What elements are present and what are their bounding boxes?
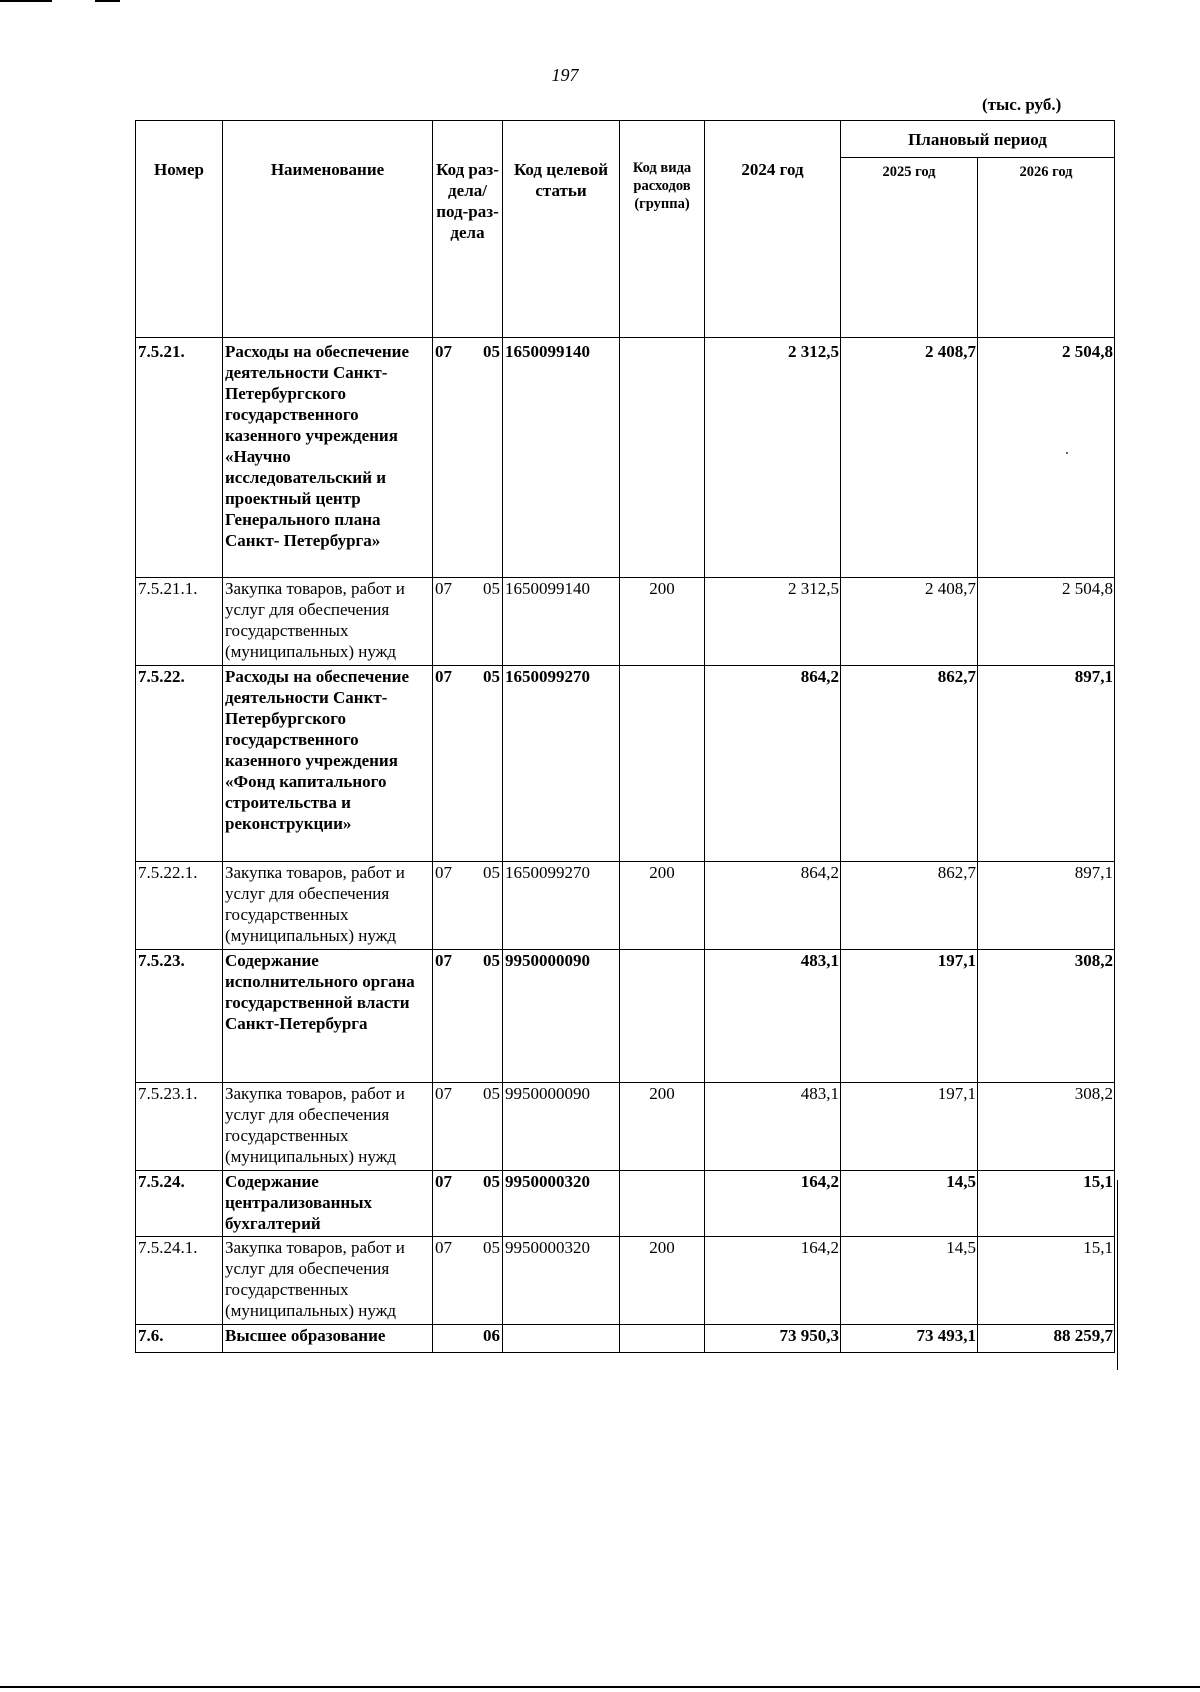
cell-2024: 483,1 xyxy=(705,1083,841,1171)
table-header xyxy=(136,121,1115,338)
cell-target-code: 1650099270 xyxy=(503,862,620,950)
cell-target-code: 9950000090 xyxy=(503,950,620,1083)
subsection-code: 05 xyxy=(483,579,500,598)
header-planned-period: Плановый период xyxy=(841,121,1115,158)
subsection-code: 05 xyxy=(483,342,500,361)
section-code: 07 xyxy=(435,1084,452,1103)
cell-2024: 2 312,5 xyxy=(705,578,841,666)
cell-2024: 164,2 xyxy=(705,1171,841,1237)
cell-name: Закупка товаров, работ и услуг для обеспечения государственных (муниципальных) нужд xyxy=(223,578,433,666)
cell-number: 7.5.21.1. xyxy=(136,578,223,666)
cell-name: Содержание исполнительного органа государственной власти Санкт-Петербурга xyxy=(223,950,433,1083)
section-code: 07 xyxy=(435,1172,452,1191)
budget-table xyxy=(135,120,1115,1353)
cell-2026: 897,1 xyxy=(978,862,1115,950)
cell-name: Расходы на обеспечение деятельности Санкт-Петербургского государственного казенного учреждения «Научно исследовательский и проектный центр Генерального плана Санкт- Петербурга» xyxy=(223,338,433,578)
section-code: 07 xyxy=(435,1238,452,1257)
cell-2026: 897,1 xyxy=(978,666,1115,862)
cell-2024: 164,2 xyxy=(705,1237,841,1325)
subsection-code: 05 xyxy=(483,863,500,882)
section-code-pair xyxy=(433,578,502,599)
cell-expense-type xyxy=(620,338,705,578)
subsection-code: 05 xyxy=(483,1172,500,1191)
cell-2024: 864,2 xyxy=(705,862,841,950)
section-code: 07 xyxy=(435,579,452,598)
subsection-code: 05 xyxy=(483,1238,500,1257)
cell-number: 7.5.24.1. xyxy=(136,1237,223,1325)
section-code: 07 xyxy=(435,667,452,686)
subsection-code: 05 xyxy=(483,951,500,970)
section-code-pair xyxy=(433,1237,502,1258)
unit-label: (тыс. руб.) xyxy=(982,95,1062,114)
cell-expense-type: 200 xyxy=(620,1083,705,1171)
cell-2024: 483,1 xyxy=(705,950,841,1083)
cell-section-code xyxy=(433,338,503,578)
scan-edge-line-right xyxy=(95,0,120,2)
cell-number: 7.5.22.1. xyxy=(136,862,223,950)
cell-section-code xyxy=(433,1237,503,1325)
cell-number: 7.6. xyxy=(136,1325,223,1353)
header-year-2024: 2024 год xyxy=(705,121,841,338)
section-code: 07 xyxy=(435,951,452,970)
section-code-pair xyxy=(433,1171,502,1192)
cell-expense-type: 200 xyxy=(620,1237,705,1325)
subsection-code: 05 xyxy=(483,667,500,686)
cell-expense-type: 200 xyxy=(620,578,705,666)
header-target-code: Код целевой статьи xyxy=(503,121,620,338)
cell-2025: 862,7 xyxy=(841,666,978,862)
table-body xyxy=(136,338,1115,1353)
cell-number: 7.5.24. xyxy=(136,1171,223,1237)
header-year-2026: 2026 год xyxy=(978,158,1115,338)
table-row xyxy=(136,1237,1115,1325)
cell-section-code xyxy=(433,1083,503,1171)
cell-2026: 2 504,8 xyxy=(978,578,1115,666)
page-number: 197 xyxy=(551,65,579,85)
cell-section-code xyxy=(433,1171,503,1237)
cell-2026: 15,1 xyxy=(978,1237,1115,1325)
cell-name: Расходы на обеспечение деятельности Санкт-Петербургского государственного казенного учреждения «Фонд капитального строительства и реконструкции» xyxy=(223,666,433,862)
cell-section-code xyxy=(433,666,503,862)
cell-name: Закупка товаров, работ и услуг для обеспечения государственных (муниципальных) нужд xyxy=(223,862,433,950)
cell-2024: 864,2 xyxy=(705,666,841,862)
scan-edge-line-left xyxy=(0,0,52,2)
subsection-code: 06 xyxy=(483,1326,500,1345)
cell-expense-type xyxy=(620,1171,705,1237)
cell-number: 7.5.23. xyxy=(136,950,223,1083)
table-row xyxy=(136,862,1115,950)
cell-section-code xyxy=(433,950,503,1083)
cell-target-code: 1650099270 xyxy=(503,666,620,862)
section-code-pair xyxy=(433,1325,502,1346)
cell-2025: 862,7 xyxy=(841,862,978,950)
cell-target-code: 1650099140 xyxy=(503,578,620,666)
cell-2025: 2 408,7 xyxy=(841,578,978,666)
section-code-pair xyxy=(433,1083,502,1104)
header-name: Наименование xyxy=(223,121,433,338)
scan-bottom-edge xyxy=(0,1686,1200,1688)
header-number: Номер xyxy=(136,121,223,338)
table-row xyxy=(136,666,1115,862)
cell-2024: 2 312,5 xyxy=(705,338,841,578)
header-year-2025: 2025 год xyxy=(841,158,978,338)
cell-target-code: 1650099140 xyxy=(503,338,620,578)
cell-2025: 14,5 xyxy=(841,1237,978,1325)
cell-2026: 2 504,8 xyxy=(978,338,1115,578)
table-row xyxy=(136,1083,1115,1171)
scan-artifact-line xyxy=(1117,1180,1118,1370)
cell-2025: 197,1 xyxy=(841,1083,978,1171)
cell-target-code: 9950000320 xyxy=(503,1237,620,1325)
scan-speck xyxy=(1066,452,1068,454)
cell-name: Закупка товаров, работ и услуг для обеспечения государственных (муниципальных) нужд xyxy=(223,1237,433,1325)
table-row xyxy=(136,950,1115,1083)
cell-number: 7.5.22. xyxy=(136,666,223,862)
cell-number: 7.5.23.1. xyxy=(136,1083,223,1171)
cell-expense-type xyxy=(620,950,705,1083)
table-row xyxy=(136,338,1115,578)
cell-expense-type: 200 xyxy=(620,862,705,950)
section-code: 07 xyxy=(435,342,452,361)
cell-section-code xyxy=(433,1325,503,1353)
cell-2025: 2 408,7 xyxy=(841,338,978,578)
cell-expense-type xyxy=(620,666,705,862)
cell-number: 7.5.21. xyxy=(136,338,223,578)
cell-expense-type xyxy=(620,1325,705,1353)
section-code-pair xyxy=(433,950,502,971)
section-code-pair xyxy=(433,666,502,687)
cell-name: Содержание централизованных бухгалтерий xyxy=(223,1171,433,1237)
cell-name: Высшее образование xyxy=(223,1325,433,1353)
cell-target-code xyxy=(503,1325,620,1353)
cell-section-code xyxy=(433,862,503,950)
table-row xyxy=(136,578,1115,666)
cell-2026: 15,1 xyxy=(978,1171,1115,1237)
cell-target-code: 9950000090 xyxy=(503,1083,620,1171)
header-expense-type-code: Код вида расходов (группа) xyxy=(620,121,705,338)
cell-target-code: 9950000320 xyxy=(503,1171,620,1237)
cell-2026: 88 259,7 xyxy=(978,1325,1115,1353)
cell-2025: 14,5 xyxy=(841,1171,978,1237)
cell-2026: 308,2 xyxy=(978,1083,1115,1171)
cell-2024: 73 950,3 xyxy=(705,1325,841,1353)
cell-section-code xyxy=(433,578,503,666)
section-code: 07 xyxy=(435,863,452,882)
cell-2025: 197,1 xyxy=(841,950,978,1083)
table-row xyxy=(136,1325,1115,1353)
header-section-code: Код раз-дела/ под-раз-дела xyxy=(433,121,503,338)
subsection-code: 05 xyxy=(483,1084,500,1103)
section-code-pair xyxy=(433,341,502,362)
cell-2025: 73 493,1 xyxy=(841,1325,978,1353)
section-code-pair xyxy=(433,862,502,883)
table-row xyxy=(136,1171,1115,1237)
cell-2026: 308,2 xyxy=(978,950,1115,1083)
cell-name: Закупка товаров, работ и услуг для обеспечения государственных (муниципальных) нужд xyxy=(223,1083,433,1171)
